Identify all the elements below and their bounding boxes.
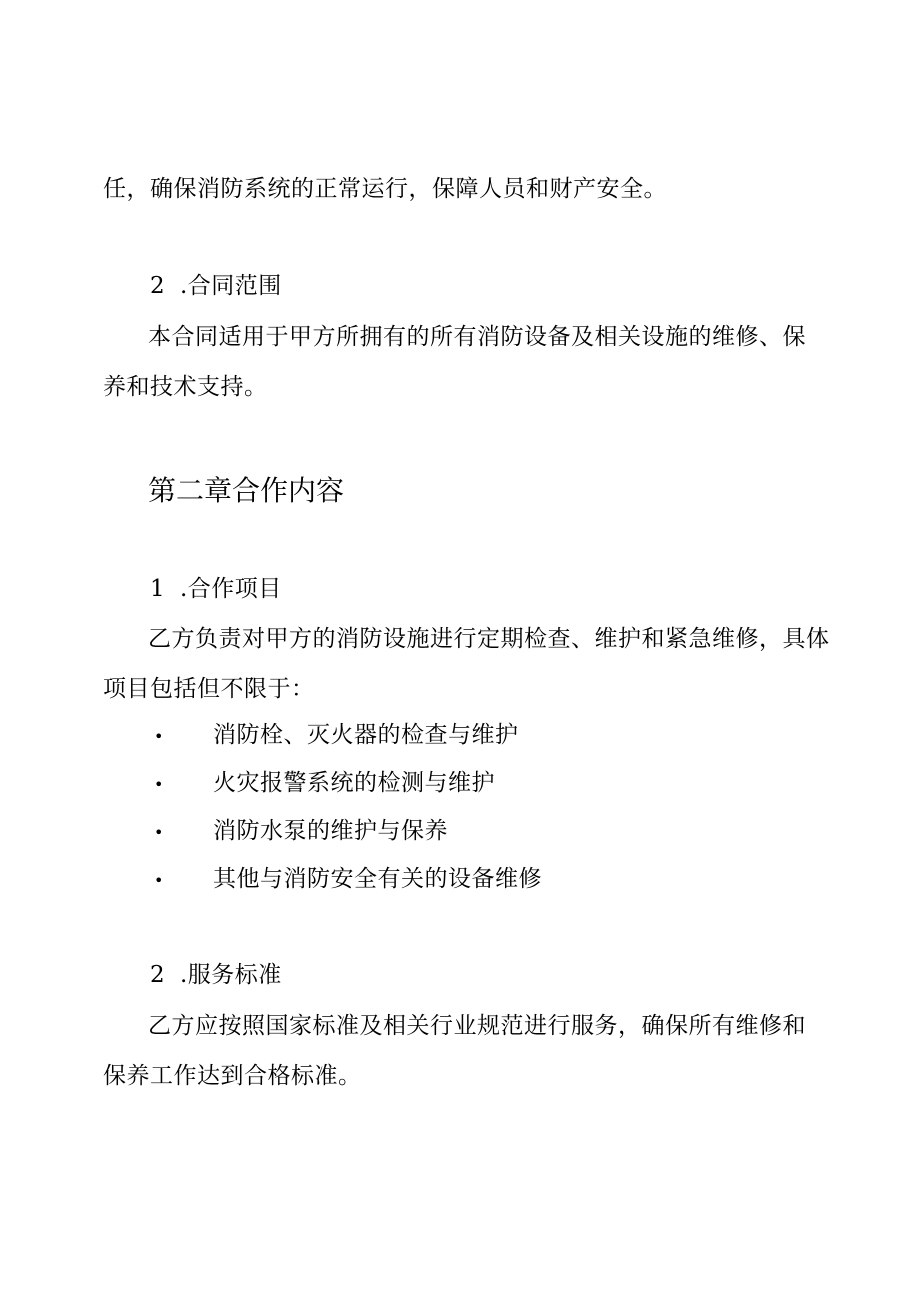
bullet-icon: • (154, 775, 164, 794)
section-number: 2 (150, 962, 166, 988)
section-title: .合作项目 (180, 576, 282, 602)
chapter-heading: 第二章合作内容 (148, 474, 345, 507)
section-number: 2 (150, 273, 166, 299)
bullet-icon: • (154, 871, 164, 890)
paragraph-cooperation-items-line-2: 项目包括但不限于： (103, 676, 315, 702)
paragraph-cooperation-items-line-1: 乙方负责对甲方的消防设施进行定期检查、维护和紧急维修，具体 (148, 626, 830, 652)
paragraph-service-standard-line-1: 乙方应按照国家标准及相关行业规范进行服务，确保所有维修和 (148, 1013, 806, 1039)
bullet-icon: • (154, 727, 164, 746)
paragraph-contract-scope-line-1: 本合同适用于甲方所拥有的所有消防设备及相关设施的维修、保 (148, 324, 806, 350)
list-item: 消防水泵的维护与保养 (213, 818, 448, 844)
paragraph-contract-scope-line-2: 养和技术支持。 (103, 374, 268, 400)
section-heading-contract-scope (150, 271, 282, 301)
list-item: 火灾报警系统的检测与维护 (213, 770, 495, 796)
list-item: 其他与消防安全有关的设备维修 (213, 866, 542, 892)
section-title: .合同范围 (180, 273, 282, 299)
list-item: 消防栓、灭火器的检查与维护 (213, 722, 519, 748)
section-title: .服务标准 (180, 962, 282, 988)
section-heading-service-standard (150, 960, 282, 990)
section-number: 1 (150, 576, 166, 602)
paragraph-continuation: 任，确保消防系统的正常运行，保障人员和财产安全。 (103, 176, 667, 202)
paragraph-service-standard-line-2: 保养工作达到合格标准。 (103, 1063, 362, 1089)
section-heading-cooperation-items (150, 574, 282, 604)
bullet-icon: • (154, 823, 164, 842)
